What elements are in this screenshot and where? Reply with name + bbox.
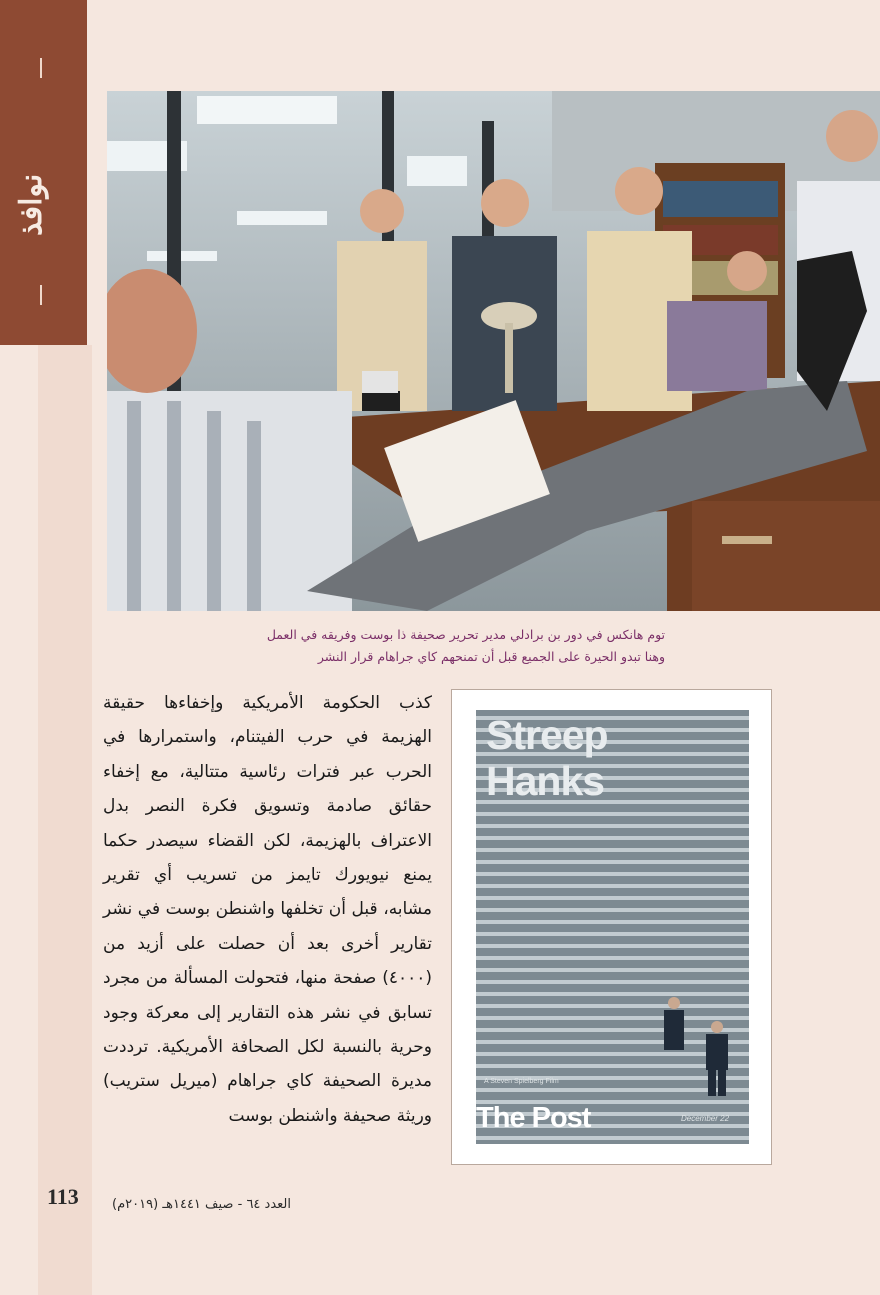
issue-info: العدد ٦٤ - صيف ١٤٤١هـ (٢٠١٩م) (112, 1197, 291, 1212)
poster-date: December 22 (681, 1114, 730, 1123)
poster-name-streep: Streep (486, 712, 608, 758)
poster-name-hanks: Hanks (486, 758, 605, 804)
movie-poster (476, 710, 749, 1144)
caption-line-2: وهنا تبدو الحيرة على الجميع قبل أن تمنحهم كاي جراهام قرار النشر (317, 649, 665, 664)
caption-line-1: توم هانكس في دور بن برادلي مدير تحرير صحيفة ذا بوست وفريقه في العمل (266, 627, 665, 642)
tab-rule-top (40, 58, 42, 78)
article-body: كذب الحكومة الأمريكية وإخفاءها حقيقة الهزيمة في حرب الفيتنام، واستمرارها في الحرب عبر فترات رئاسية متتالية، مع إخفاء حقائق صادمة وتسويق فكرة النصر بدل الاعتراف بالهزيمة، لكن القضاء سيصدر حكما يمنع نيويورك تايمز من تسريب أي تقرير مشابه، قبل أن تخلفها واشنطن بوست في نشر تقارير أخرى بعد أن حصلت على أزيد من (٤٠٠٠) صفحة منها، فتحولت المسألة من مجرد تسابق في نشر هذه التقارير إلى معركة وجود وحرية بالنسبة لكل الصحافة الأمريكية. ترددت مديرة الصحيفة كاي جراهام (ميريل ستريب) وريثة صحيفة واشنطن بوست (103, 693, 432, 1126)
movie-poster-frame (451, 689, 772, 1165)
section-label: نوافذ (14, 173, 49, 237)
film-still-illustration (107, 91, 880, 611)
poster-title: The Post (476, 1102, 591, 1134)
margin-strip (38, 345, 92, 1295)
poster-director-line: A Steven Spielberg Film (484, 1078, 559, 1085)
photo-caption (150, 624, 665, 668)
film-still-photo (107, 91, 880, 611)
page-number: 113 (47, 1184, 79, 1209)
section-tab (0, 0, 87, 345)
tab-rule-bottom (40, 285, 42, 305)
